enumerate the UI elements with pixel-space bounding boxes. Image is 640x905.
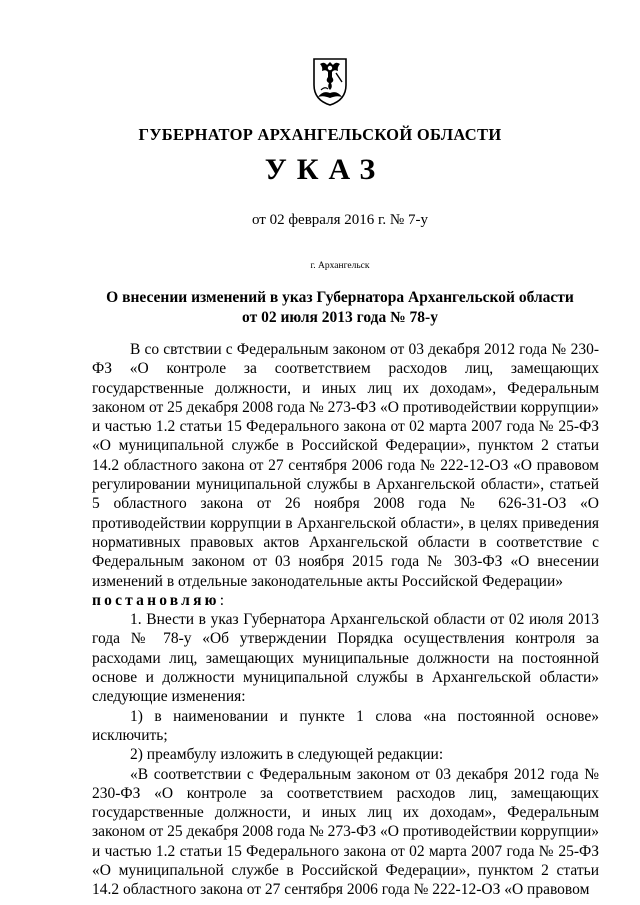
- decree-clause: [92, 591, 599, 610]
- decree-city: г. Архангельск: [310, 261, 370, 271]
- arkhangelsk-coat-of-arms-icon: [311, 55, 349, 107]
- sub-item-1-paragraph: 1) в наименовании и пункте 1 слова «на постоянной основе» исключить;: [92, 707, 599, 744]
- preamble-paragraph: В со свтствии с Федеральным законом от 03 декабря 2012 года № 230-ФЗ «О контроле за соответствием расходов лиц, замещающих государственные должности, и иных лиц их доходам», Федеральным законом от 25 декабря 2008 года № 273-ФЗ «О противодействии коррупции» и частью 1.2 статьи 15 Федерального закона от 02 марта 2007 года № 25-ФЗ «О муниципальной службе в Российской Федерации», пунктом 2 статьи 14.2 областного закона от 27 сентября 2006 года № 222-12-ОЗ «О правовом регулировании муниципальной службы в Архангельской области», статьей 5 областного закона от 26 ноября 2008 года № 626-31-ОЗ «О противодействии коррупции в Архангельской области», в целях приведения нормативных правовых актов Архангельской области в соответствие с Федеральным законом от 03 ноября 2015 года № 303-ФЗ «О внесении изменений в отдельные законодательные акты Российской Федерации»: [92, 341, 599, 590]
- quoted-preamble-paragraph: «В соответствии с Федеральным законом от 03 декабря 2012 года № 230-ФЗ «О контроле за соответствием расходов лиц, замещающих государственные должности, и иных лиц их доходам», Федеральным законом от 25 декабря 2008 года № 273-ФЗ «О противодействии коррупции» и частью 1.2 статьи 15 Федерального закона от 02 марта 2007 года № 25-ФЗ «О муниципальной службе в Российской Федерации», пунктом 2 статьи 14.2 областного закона от 27 сентября 2006 года № 222-12-ОЗ «О правовом: [92, 765, 599, 899]
- sub-item-2-paragraph: 2) преамбулу изложить в следующей редакции:: [130, 746, 444, 764]
- decree-word: постановляю: [92, 591, 220, 609]
- item-1-paragraph: 1. Внести в указ Губернатора Архангельской области от 02 июля 2013 года № 78-у «Об утверждении Порядка осуществления контроля за расходами лиц, замещающих муниципальные должности на постоянной основе и должности муниципальной службы в Архангельской области» следующие изменения:: [92, 611, 599, 706]
- decree-colon: :: [219, 591, 225, 609]
- governor-title: ГУБЕРНАТОР АРХАНГЕЛЬСКОЙ ОБЛАСТИ: [138, 125, 502, 144]
- decree-subject: [0, 288, 640, 328]
- decree-body: [92, 340, 599, 900]
- document-type: УКАЗ: [264, 153, 386, 186]
- subject-line-1: О внесении изменений в указ Губернатора Архангельской области: [106, 289, 574, 306]
- subject-line-2: от 02 июля 2013 года № 78-у: [242, 309, 438, 326]
- decree-date-number: от 02 февраля 2016 г. № 7-у: [251, 212, 428, 228]
